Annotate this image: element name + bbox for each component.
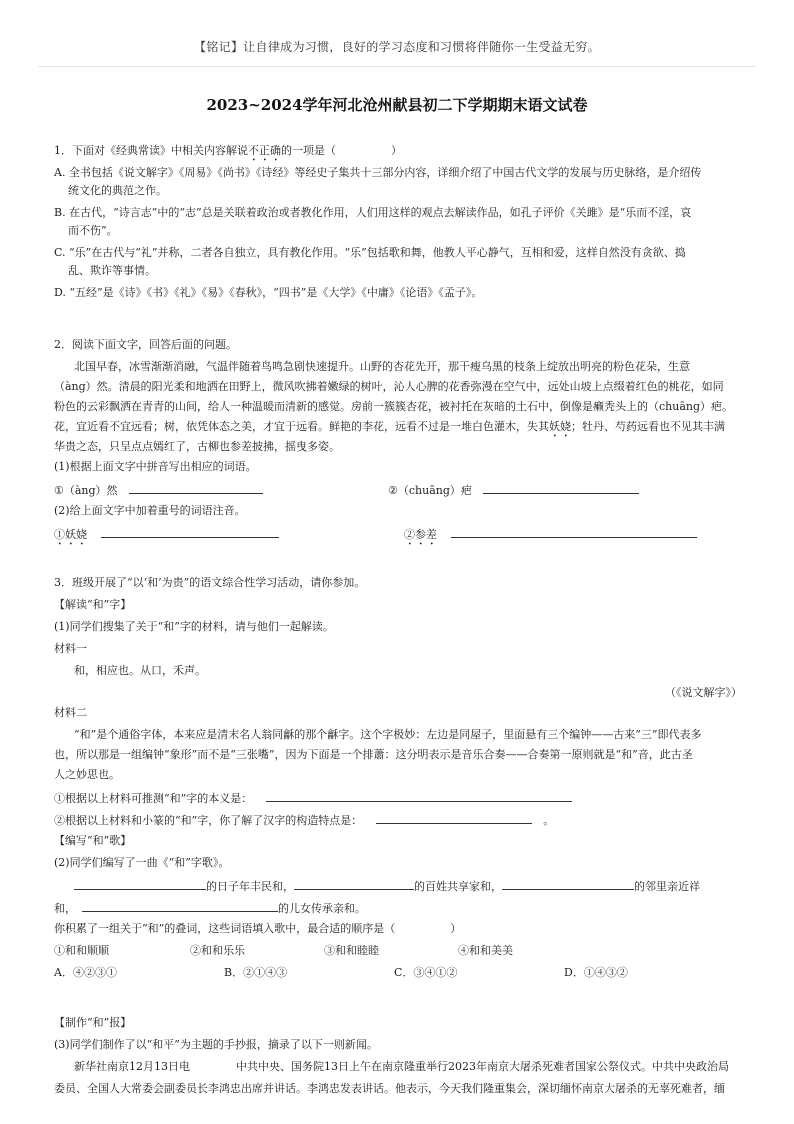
q3-option-d: D．①④③② (564, 966, 628, 979)
answer-blank[interactable] (483, 482, 639, 494)
q3-word-4: ④和和美美 (458, 944, 513, 957)
page-title: 2023~2024学年河北沧州献县初二下学期期末语文试卷 (206, 96, 588, 114)
header-divider (38, 66, 756, 67)
q2-stem: 2．阅读下面文字，回答后面的问题。 (54, 338, 237, 351)
q3-option-a: A．④②③① (54, 966, 117, 979)
q2-passage-line-4: 花，宜近看不宜远看；树，依凭体态之美，才宜于远看。鲜艳的李花，远看不过是一堆白色灌木，失其妖娆；牡丹、芍药远看也不见其丰满 (54, 420, 725, 433)
q3-word-2: ②和和乐乐 (190, 944, 245, 957)
q3-news-line-1: 新华社南京12月13日电 中共中央、国务院13日上午在南京隆重举行2023年南京大屠杀死难者国家公祭仪式。中共中央政治局 (74, 1060, 729, 1073)
answer-blank[interactable] (129, 482, 263, 494)
q3-material-1-source: （《说文解字》） (665, 686, 742, 699)
answer-blank[interactable] (502, 878, 634, 890)
q1-option-b: B. 在古代，“诗言志”中的“志”总是关联着政治或者教化作用，人们用这样的观点去解读作品，如孔子评价《关雎》是“乐而不淫，哀 (54, 206, 692, 219)
answer-blank[interactable] (294, 878, 414, 890)
q2-sub1-prompt: (1)根据上面文字中拼音写出相应的词语。 (54, 460, 257, 473)
q3-sub2-prompt: (2)同学们编写了一曲《“和”字歌》。 (54, 856, 230, 869)
q1-stem: 1．下面对《经典常读》中相关内容解说不正确的一项是（ ） (54, 144, 402, 157)
answer-blank[interactable] (266, 790, 572, 802)
q3-section-1: 【解读“和”字】 (54, 598, 132, 611)
q2-sub1-item-a: ①（àng）然 (54, 482, 263, 498)
q2-passage-line-1: 北国早春，冰雪渐渐消融，气温伴随着鸟鸣急剧快速提升。山野的杏花先开，那干瘦乌黑的枝条上绽放出明亮的粉色花朵，生意 (74, 360, 690, 373)
q3-material-2-label: 材料二 (54, 706, 87, 719)
q3-material-2-line-2: 也，所以那是一组编钟“象形”而不是“三张嘴”，因为下面是一个排蕭：这分明表示是音乐合奏——合奏第一原则就是“和”音，此古圣 (54, 748, 693, 761)
q3-option-b: B．②①④③ (224, 966, 288, 979)
q2-passage-line-5: 华贵之态，只呈点点嫣红了，古柳也参差披拂，摇曳多姿。 (54, 440, 340, 453)
q3-word-3: ③和和睦睦 (324, 944, 379, 957)
answer-blank[interactable] (74, 878, 206, 890)
q2-emphasis-yaorao: 妖娆 (549, 420, 571, 433)
q2-sub2-prompt: (2)给上面文字中加着重号的词语注音。 (54, 504, 246, 517)
header-motto: 【铭记】让自律成为习惯，良好的学习态度和习惯将伴随你一生受益无穷。 (194, 40, 600, 54)
q3-material-1-label: 材料一 (54, 642, 87, 655)
q3-song-line-2: 和， 的儿女传承亲和。 (54, 902, 366, 915)
q2-passage-line-2: （àng）然。清晨的阳光柔和地洒在田野上，微风吹拂着嫩绿的树叶，沁人心脾的花香弥漫在空气中，远处山坡上点缀着红色的桃花，如同 (54, 380, 724, 393)
q3-material-2-line-3: 人之妙思也。 (54, 768, 120, 781)
q1-option-d: D. “五经”是《诗》《书》《礼》《易》《春秋》，“四书”是《大学》《中庸》《论语》《孟子》。 (54, 286, 483, 299)
q3-news-line-2: 委员、全国人大常委会副委员长李鸿忠出席并讲话。李鸿忠发表讲话。他表示，今天我们隆重集会，深切缅怀南京大屠杀的无辜死难者，缅 (54, 1082, 725, 1095)
answer-blank[interactable] (376, 812, 532, 824)
q2-sub2-item-a: ①妖娆 (54, 526, 279, 548)
q3-question-b: ②根据以上材料和小篆的“和”字，你了解了汉字的构造特点是： 。 (54, 814, 555, 827)
q3-sub3-prompt: (3)同学们制作了以“和平”为主题的手抄报，摘录了以下一则新闻。 (54, 1038, 378, 1051)
q3-ask: 你积累了一组关于“和”的叠词，这些词语填入歌中，最合适的顺序是（ ） (54, 922, 462, 935)
q1-option-b-cont: 而不伤”。 (68, 224, 118, 237)
q3-stem: 3．班级开展了“以‘和’为贵”的语文综合性学习活动，请你参加。 (54, 576, 366, 589)
q3-song-line-1: 的日子年丰民和， 的百姓共享家和， 的邻里亲近祥 (54, 878, 700, 894)
q3-section-3: 【制作“和”报】 (54, 1016, 132, 1029)
answer-blank[interactable] (101, 526, 279, 538)
q3-word-1: ①和和顺顺 (54, 944, 109, 957)
q1-option-a: A. 全书包括《说文解字》《周易》《尚书》《诗经》等经史子集共十三部分内容，详细介绍了中国古代文学的发展与历史脉络，是介绍传 (54, 166, 702, 179)
q3-sub1-prompt: (1)同学们搜集了关于“和”字的材料，请与他们一起解读。 (54, 620, 334, 633)
q1-option-c: C. “乐”在古代与“礼”并称，二者各自独立，具有教化作用。“乐”包括歌和舞，他教人平心静气，互相和爱，这样自然没有贪欲、捣 (54, 246, 686, 259)
q1-option-a-cont: 统文化的典范之作。 (68, 184, 167, 197)
q3-question-a: ①根据以上材料可推测“和”字的本义是： (54, 790, 572, 806)
q3-material-2-line-1: “和”是个通俗字体，本来应是清末名人翁同龢的那个龢字。这个字极妙：左边是同屋子，里面悬有三个编钟——古来“三”即代表多 (74, 728, 702, 741)
answer-blank[interactable] (451, 526, 697, 538)
q3-material-1-text: 和，相应也。从口，禾声。 (74, 664, 206, 677)
q2-passage-line-3: 粉色的云彩飘洒在青青的山间，给人一种温暖而清新的感觉。房前一簇簇杏花，被衬托在灰暗的土石中，倒像是癞秃头上的（chuāng）疤。 (54, 400, 734, 413)
q2-sub2-item-b: ②参差 (404, 526, 697, 548)
q2-sub1-item-b: ②（chuāng）疤 (388, 482, 639, 498)
q3-section-2: 【编写“和”歌】 (54, 834, 132, 847)
q1-option-c-cont: 乱、欺诈等事情。 (68, 264, 156, 277)
answer-blank[interactable] (82, 900, 278, 912)
q1-stem-emphasis: 不正确 (248, 144, 281, 157)
q3-option-c: C．③④①② (394, 966, 458, 979)
